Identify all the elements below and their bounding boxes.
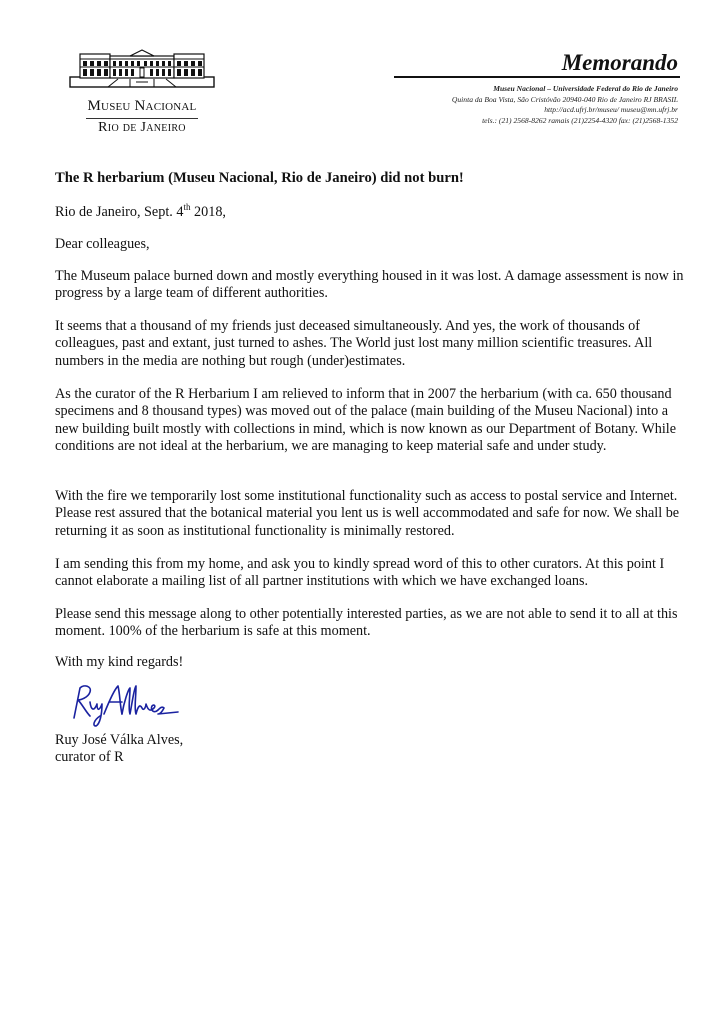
letter-paragraph: With the fire we temporarily lost some institutional functionality such as access to postal service and Internet. Please rest assured that the botanical material you lent us is well accommodated and safe for now. We shall be returning it as soon as institutional functionality is minimally restored. bbox=[55, 488, 680, 539]
letter-paragraph: The Museum palace burned down and mostly everything housed in it was lost. A damage assessment is now in progress by a large team of different authorities. bbox=[55, 268, 684, 302]
museu-nacional-logo bbox=[68, 46, 216, 136]
logo-divider bbox=[86, 118, 198, 119]
institution-web-email: http://acd.ufrj.br/museu/ museu@mn.ufrj.br bbox=[544, 105, 678, 114]
letter-paragraph: As the curator of the R Herbarium I am relieved to inform that in 2007 the herbarium (with ca. 650 thousand specimens and 8 thousand types) was moved out of the palace (main building of the Museu Nacional) into a new building built mostly with collections in mind, which is now known as our Department of Botany. While conditions are not ideal at the herbarium, we are managing to keep material safe and under study. bbox=[55, 386, 677, 455]
signer-name: Ruy José Válka Alves, bbox=[55, 732, 184, 748]
letter-paragraph: I am sending this from my home, and ask you to kindly spread word of this to other curators. At this point I cannot elaborate a mailing list of all partner institutions with which we have exchanged loans. bbox=[55, 556, 665, 590]
memo-header-rule bbox=[394, 76, 680, 78]
letter-salutation: Dear colleagues, bbox=[55, 236, 150, 252]
handwritten-signature-icon bbox=[64, 680, 184, 730]
institution-phones: tels.: (21) 2568-8262 ramais (21)2254-4320 fax: (21)2568-1352 bbox=[482, 115, 678, 125]
institution-name: Museu Nacional – Universidade Federal do Rio de Janeiro bbox=[493, 84, 678, 93]
logo-museum-name: Museu Nacional bbox=[87, 98, 197, 114]
memo-title: Memorando bbox=[561, 50, 678, 75]
signer-title: curator of R bbox=[55, 749, 124, 766]
letter-date bbox=[55, 204, 226, 221]
letter-heading: The R herbarium (Museu Nacional, Rio de Janeiro) did not burn! bbox=[55, 170, 464, 186]
letter-closing: With my kind regards! bbox=[55, 654, 184, 670]
signer-block bbox=[55, 732, 183, 767]
letter-paragraph: Please send this message along to other potentially interested parties, as we are not able to send it to all at this moment. 100% of the herbarium is safe at this moment. bbox=[55, 606, 678, 640]
museum-palace-icon bbox=[68, 46, 216, 98]
letter-paragraph: It seems that a thousand of my friends just deceased simultaneously. And yes, the work of thousands of colleagues, past and extant, just turned to ashes. The World just lost many million scientific treasures. All numbers in the media are nothing but rough (under)estimates. bbox=[55, 318, 653, 369]
logo-city-name: Rio de Janeiro bbox=[98, 120, 186, 135]
letterhead-contact-block bbox=[452, 84, 678, 126]
date-suffix: 2018, bbox=[190, 204, 226, 220]
date-ordinal: th bbox=[183, 202, 191, 212]
date-prefix: Rio de Janeiro, Sept. 4 bbox=[55, 204, 184, 220]
institution-address: Quinta da Boa Vista, São Cristóvão 20940-040 Rio de Janeiro RJ BRASIL bbox=[451, 94, 678, 104]
